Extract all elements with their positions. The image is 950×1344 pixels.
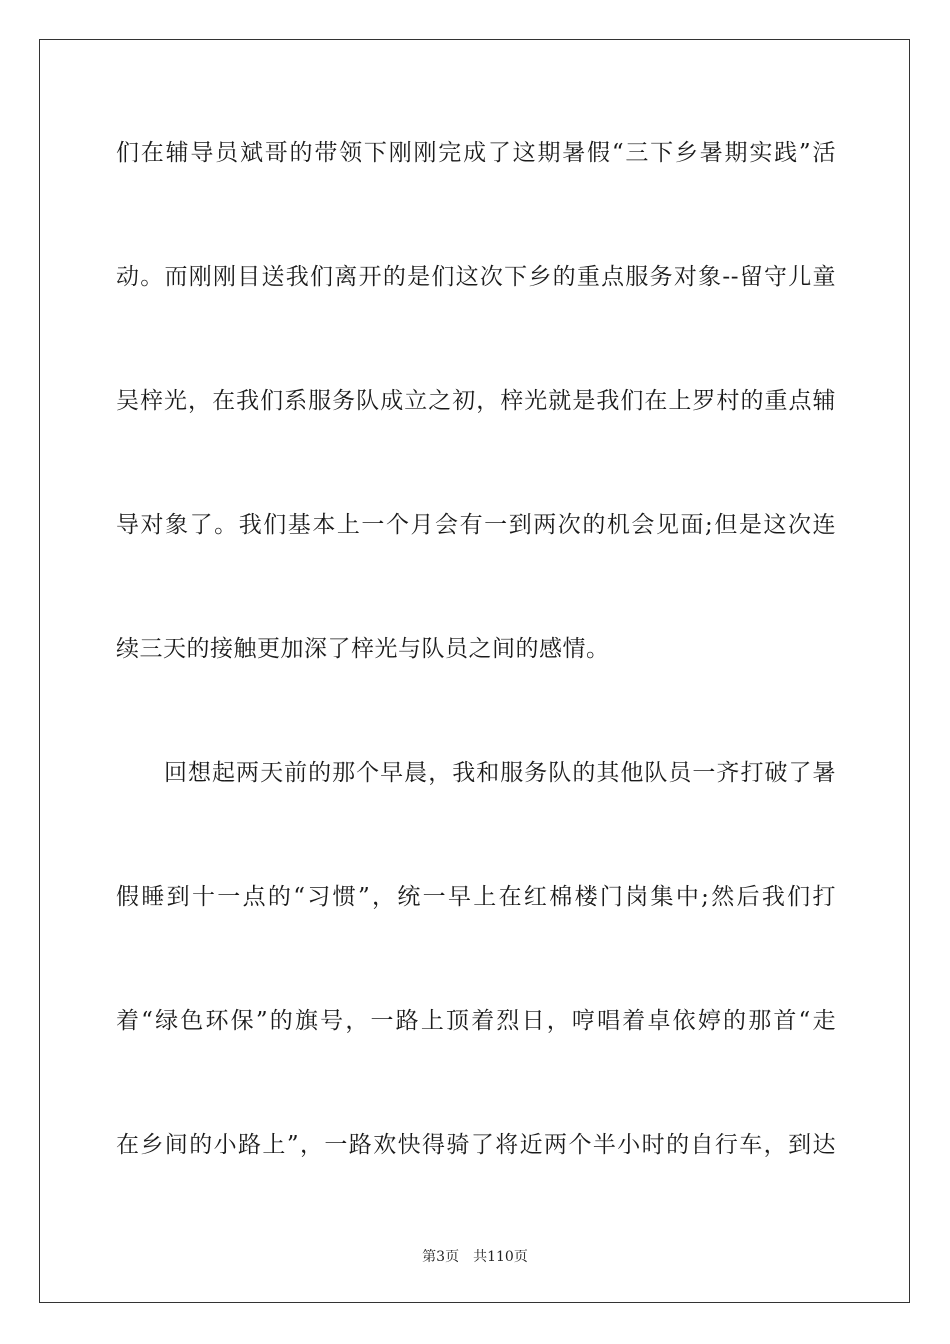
text-line-9: 在乡间的小路上”，一路欢快得骑了将近两个半小时的自行车，到达 <box>116 1132 836 1158</box>
text-line-3: 吴梓光，在我们系服务队成立之初，梓光就是我们在上罗村的重点辅 <box>116 388 836 414</box>
page-border <box>39 39 910 1303</box>
text-line-5: 续三天的接触更加深了梓光与队员之间的感情。 <box>116 636 610 662</box>
text-line-4: 导对象了。我们基本上一个月会有一到两次的机会见面;但是这次连 <box>116 512 836 538</box>
page-total: 共110页 <box>473 1249 528 1265</box>
text-line-8: 着“绿色环保”的旗号，一路上顶着烈日，哼唱着卓依婷的那首“走 <box>116 1008 836 1034</box>
page-number: 第3页 <box>422 1249 460 1265</box>
text-line-7: 假睡到十一点的“习惯”，统一早上在红棉楼门岗集中;然后我们打 <box>116 884 836 910</box>
text-line-1: 们在辅导员斌哥的带领下刚刚完成了这期暑假“三下乡暑期实践”活 <box>116 140 836 166</box>
text-line-2: 动。而刚刚目送我们离开的是们这次下乡的重点服务对象--留守儿童 <box>116 264 836 290</box>
text-line-6: 回想起两天前的那个早晨，我和服务队的其他队员一齐打破了暑 <box>164 760 836 786</box>
page-footer <box>0 1248 950 1266</box>
